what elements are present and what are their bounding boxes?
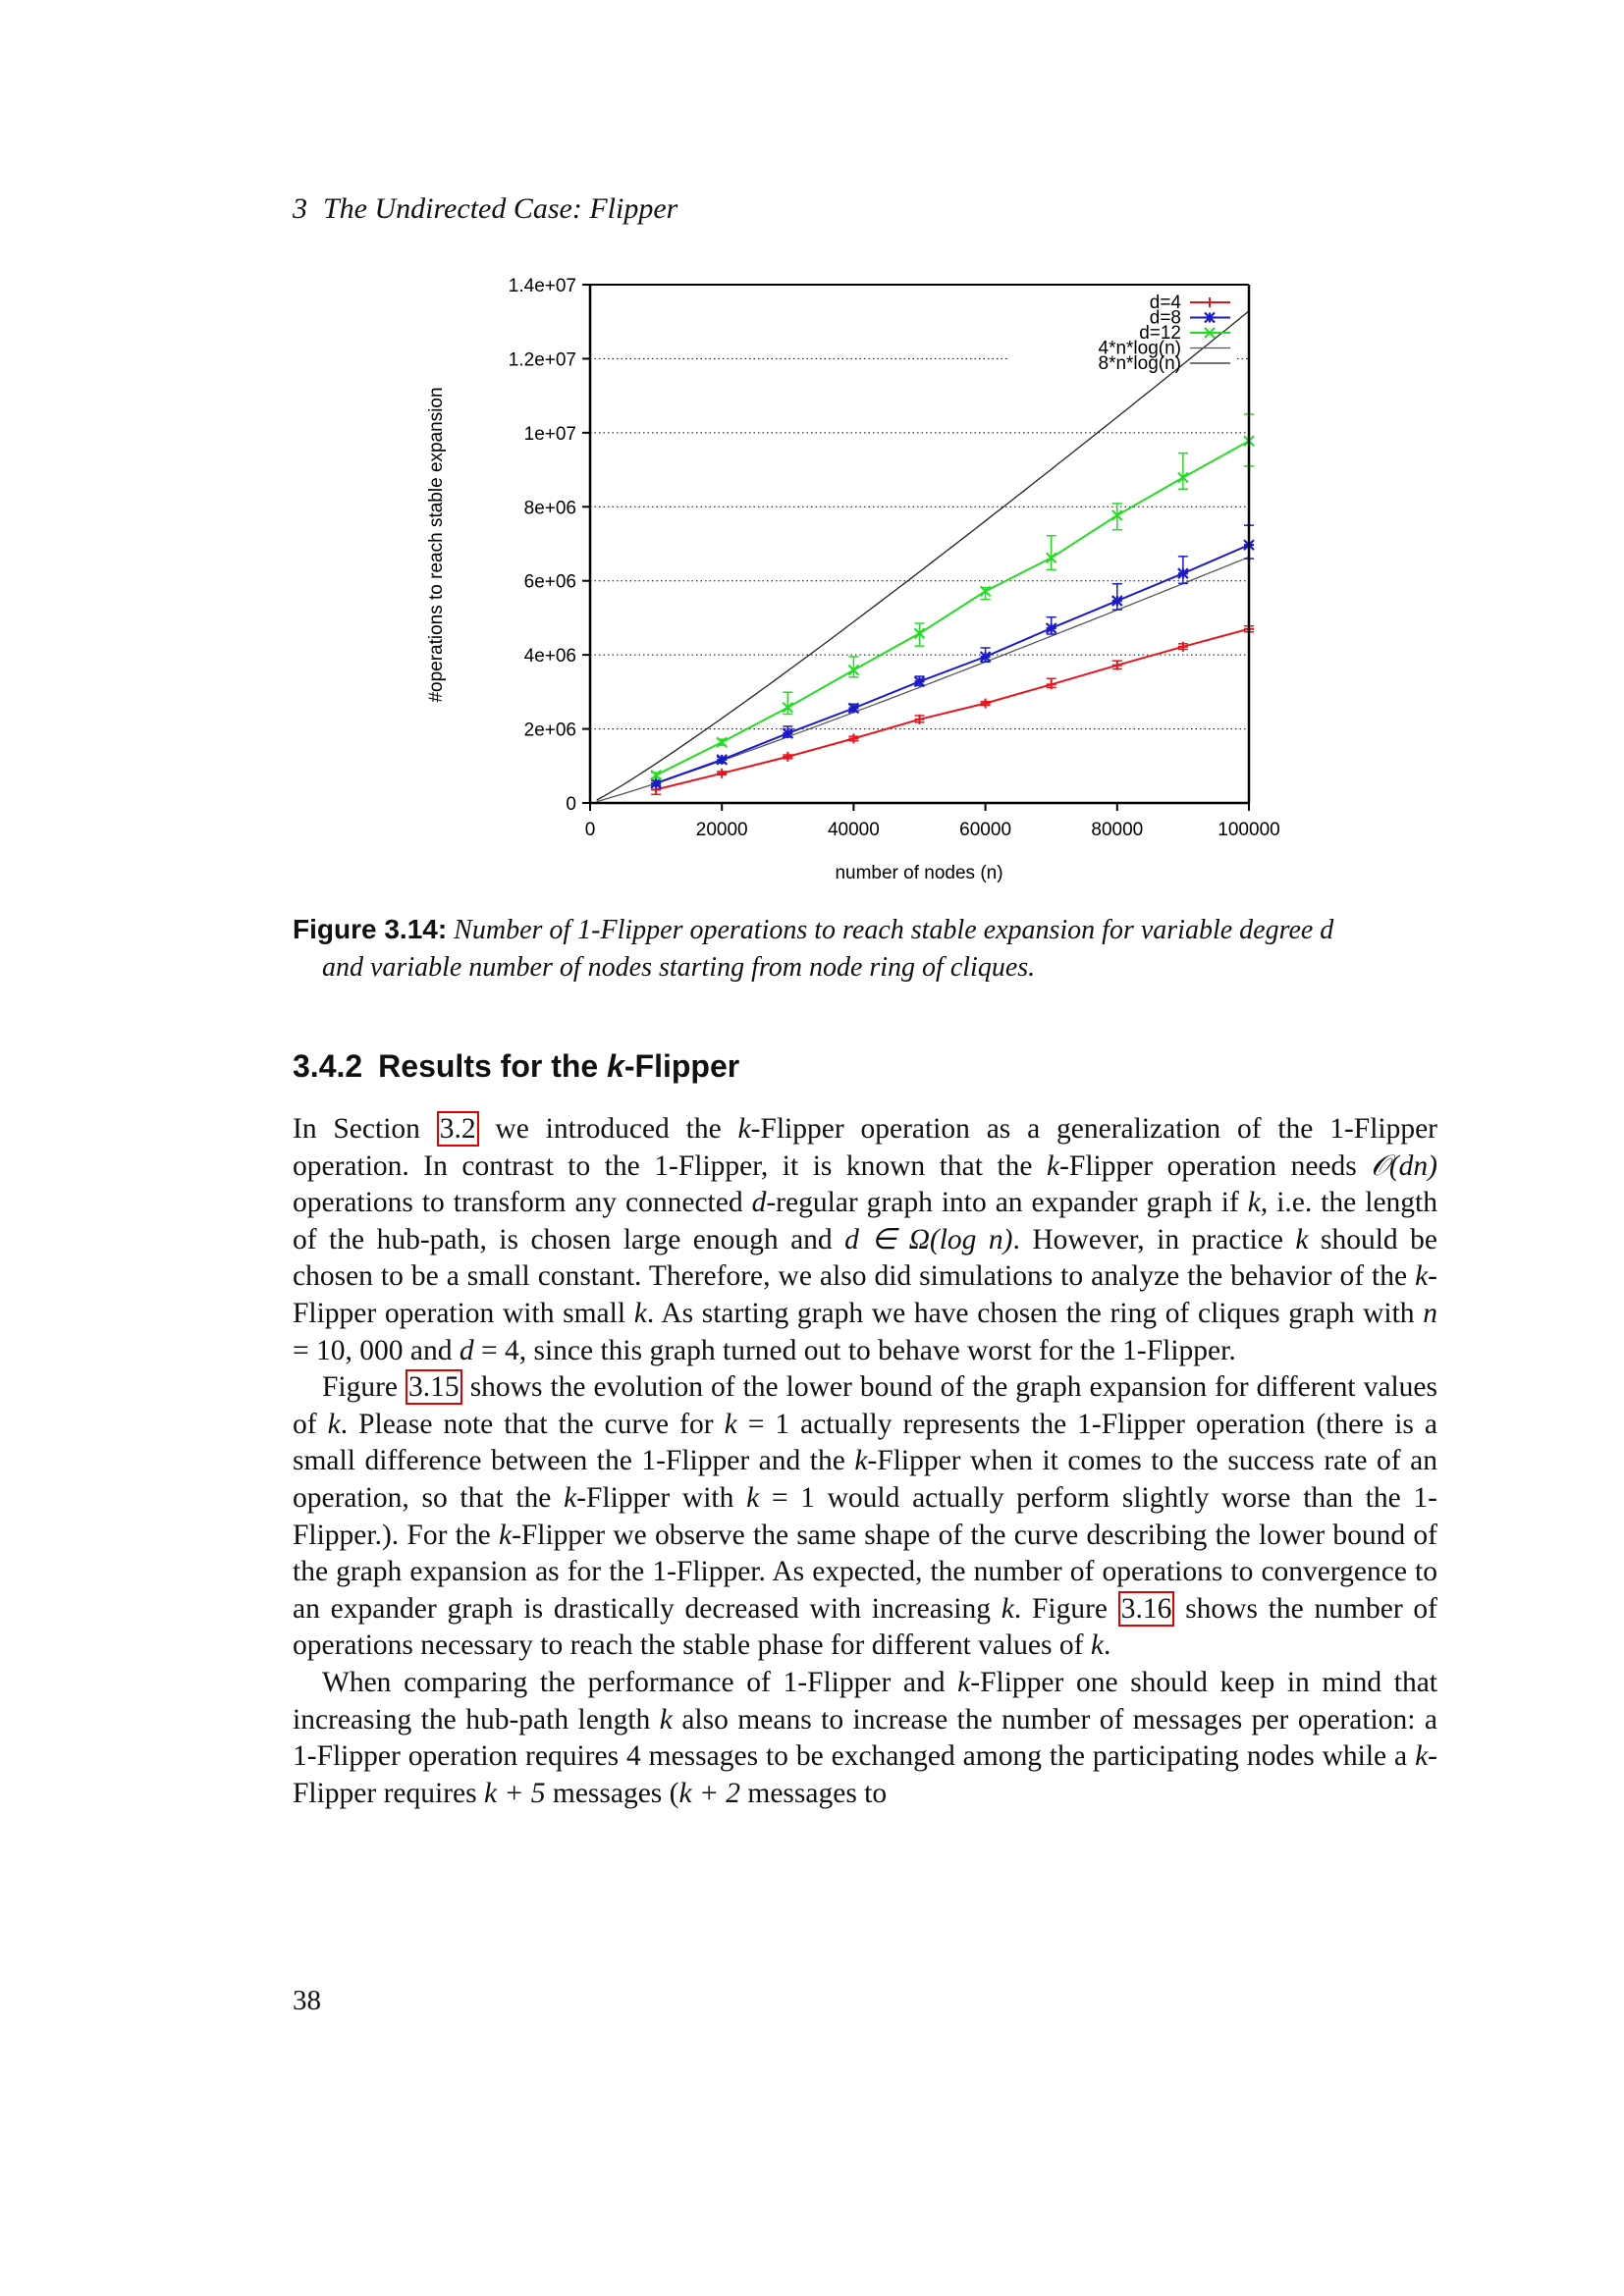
text: -Flipper we observe the same shape of the curve describing the lower bound of the graph expansion as for the 1-Flipper. As expected, the number of operations to convergence to an expander graph is drastically decreased with increasing (293, 1519, 1437, 1625)
math-var: k (854, 1445, 868, 1477)
x-tick-label: 80000 (1091, 820, 1144, 840)
section-title-k: k (607, 1048, 624, 1084)
text: . (1103, 1629, 1111, 1662)
chapter-title: The Undirected Case: Flipper (323, 192, 678, 225)
section-title-pre: Results for the (378, 1048, 608, 1084)
text: In Section (293, 1113, 437, 1145)
text: . Please note that the curve for (340, 1408, 725, 1440)
y-tick-label: 4e+06 (523, 646, 576, 667)
series-d=12 (651, 414, 1254, 780)
math-var: n (1423, 1297, 1437, 1329)
body-text (293, 1111, 1437, 1812)
text: . As starting graph we have chosen the ring of cliques graph with (646, 1297, 1424, 1329)
math-var: k (564, 1481, 577, 1514)
text: -Flipper with (576, 1481, 747, 1514)
y-tick-label: 0 (566, 794, 576, 815)
text: -Flipper requires (293, 1740, 1437, 1809)
y-tick-label: 6e+06 (523, 571, 576, 593)
series-d=4 (651, 624, 1254, 795)
math-var: k (633, 1297, 647, 1329)
x-tick-label: 60000 (959, 820, 1012, 840)
text: shows the number of operations necessary to reach the stable phase for different values of (293, 1592, 1437, 1662)
text: -Flipper when it comes to the success rate of an operation, so that the (293, 1445, 1437, 1514)
text: -regular graph into an expander graph if (766, 1187, 1248, 1219)
text: -Flipper one should keep in mind that increasing the hub-path length (293, 1666, 1437, 1735)
x-axis-label: number of nodes (n) (835, 863, 1003, 883)
text: -Flipper operation with small (293, 1260, 1437, 1329)
math-expr: k + 2 (678, 1777, 741, 1809)
text: we introduced the (478, 1113, 738, 1145)
math-var: d (751, 1187, 767, 1219)
math-var: k (1295, 1223, 1309, 1255)
figure-3-14 (412, 265, 1296, 893)
legend-label: d=12 (1139, 323, 1181, 344)
text: -Flipper operation as a generalization of the 1-Flipper operation. In contrast to the 1-Flipper, it is known that the (293, 1113, 1438, 1182)
text: messages ( (545, 1777, 679, 1809)
figure-caption (293, 911, 1437, 987)
text: operations to transform any connected (293, 1187, 752, 1219)
y-tick-label: 1e+07 (523, 423, 576, 445)
caption-line-2: and variable number of nodes starting from node ring of cliques. (322, 952, 1036, 983)
math-var: k (1090, 1629, 1104, 1662)
text: also means to increase the number of messages per operation: a 1-Flipper operation requires 4 messages to be exchanged among the participating nodes while a (293, 1703, 1437, 1773)
math-var: k (957, 1666, 971, 1698)
legend (1099, 293, 1231, 374)
series-line (656, 629, 1249, 790)
reference-lines (597, 311, 1249, 802)
math-var: k (724, 1408, 737, 1440)
figure-ref-link[interactable]: 3.16 (1118, 1591, 1175, 1627)
text: -Flipper operation needs (1059, 1149, 1372, 1182)
caption-line-1: Number of 1-Flipper operations to reach stable expansion for variable degree d (454, 915, 1334, 945)
math-expr: 𝒪(dn) (1371, 1149, 1437, 1182)
math-var: k (746, 1481, 760, 1514)
y-tick-label: 1.2e+07 (508, 349, 576, 371)
y-axis-label: #operations to reach stable expansion (426, 387, 447, 703)
text: = 10, 000 and (293, 1334, 460, 1366)
section-number: 3.4.2 (293, 1048, 363, 1084)
math-var: k (1415, 1740, 1429, 1773)
section-title-post: -Flipper (623, 1048, 740, 1084)
text: = 4, since this graph turned out to behave worst for the 1-Flipper. (473, 1334, 1236, 1366)
paragraph-2 (293, 1369, 1437, 1665)
math-expr: d ∈ Ω(log n) (844, 1223, 1013, 1255)
x-tick-label: 0 (584, 820, 596, 840)
series-d=8 (651, 525, 1254, 788)
legend-label: 4*n*log(n) (1098, 338, 1181, 359)
text: messages to (740, 1777, 888, 1809)
text: = 1 actually represents the 1-Flipper operation (there is a small difference between the 1-Flipper and the (293, 1408, 1438, 1477)
math-var: k (1415, 1260, 1429, 1293)
y-tick-label: 2e+06 (523, 720, 576, 741)
text: should be chosen to be a small constant. Therefore, we also did simulations to analyze the behavior of the (293, 1223, 1437, 1293)
text: . Figure (1013, 1592, 1118, 1625)
text: . However, in practice (1012, 1223, 1296, 1255)
grid-lines (590, 358, 1249, 728)
section-ref-link[interactable]: 3.2 (437, 1111, 479, 1147)
reference-line (597, 311, 1249, 800)
data-series (651, 414, 1254, 794)
math-expr: k + 5 (483, 1777, 546, 1809)
paragraph-1 (293, 1111, 1437, 1369)
math-var: k (659, 1703, 673, 1735)
x-tick-label: 100000 (1218, 820, 1280, 840)
chapter-number: 3 (293, 192, 307, 225)
math-var: k (1247, 1187, 1261, 1219)
text: = 1 would actually perform slightly worse than the 1-Flipper.). For the (293, 1481, 1437, 1551)
math-var: k (498, 1519, 513, 1551)
section-heading (293, 1048, 739, 1085)
page-number: 38 (293, 1985, 321, 2016)
legend-label: d=8 (1149, 307, 1181, 329)
math-var: d (459, 1334, 474, 1366)
figure-ref-link[interactable]: 3.15 (406, 1369, 462, 1405)
legend-label: 8*n*log(n) (1098, 353, 1181, 374)
math-var: k (1001, 1592, 1014, 1625)
series-line (656, 441, 1249, 775)
x-tick-label: 20000 (695, 820, 748, 840)
figure-label: Figure 3.14: (293, 914, 448, 944)
text: When comparing the performance of 1-Flipper and (322, 1666, 958, 1698)
line-chart (412, 265, 1296, 893)
paragraph-3 (293, 1665, 1437, 1812)
text: Figure (322, 1371, 406, 1404)
math-var: k (737, 1113, 751, 1145)
running-head (293, 192, 677, 226)
text: , i.e. the length of the hub-path, is chosen large enough and (293, 1187, 1437, 1255)
math-var: k (327, 1408, 341, 1440)
y-tick-label: 8e+06 (523, 498, 576, 519)
y-tick-label: 1.4e+07 (508, 276, 576, 296)
math-var: k (1047, 1149, 1060, 1182)
legend-label: d=4 (1149, 293, 1181, 313)
text: shows the evolution of the lower bound of the graph expansion for different values of (293, 1371, 1437, 1440)
x-tick-label: 40000 (827, 820, 880, 840)
